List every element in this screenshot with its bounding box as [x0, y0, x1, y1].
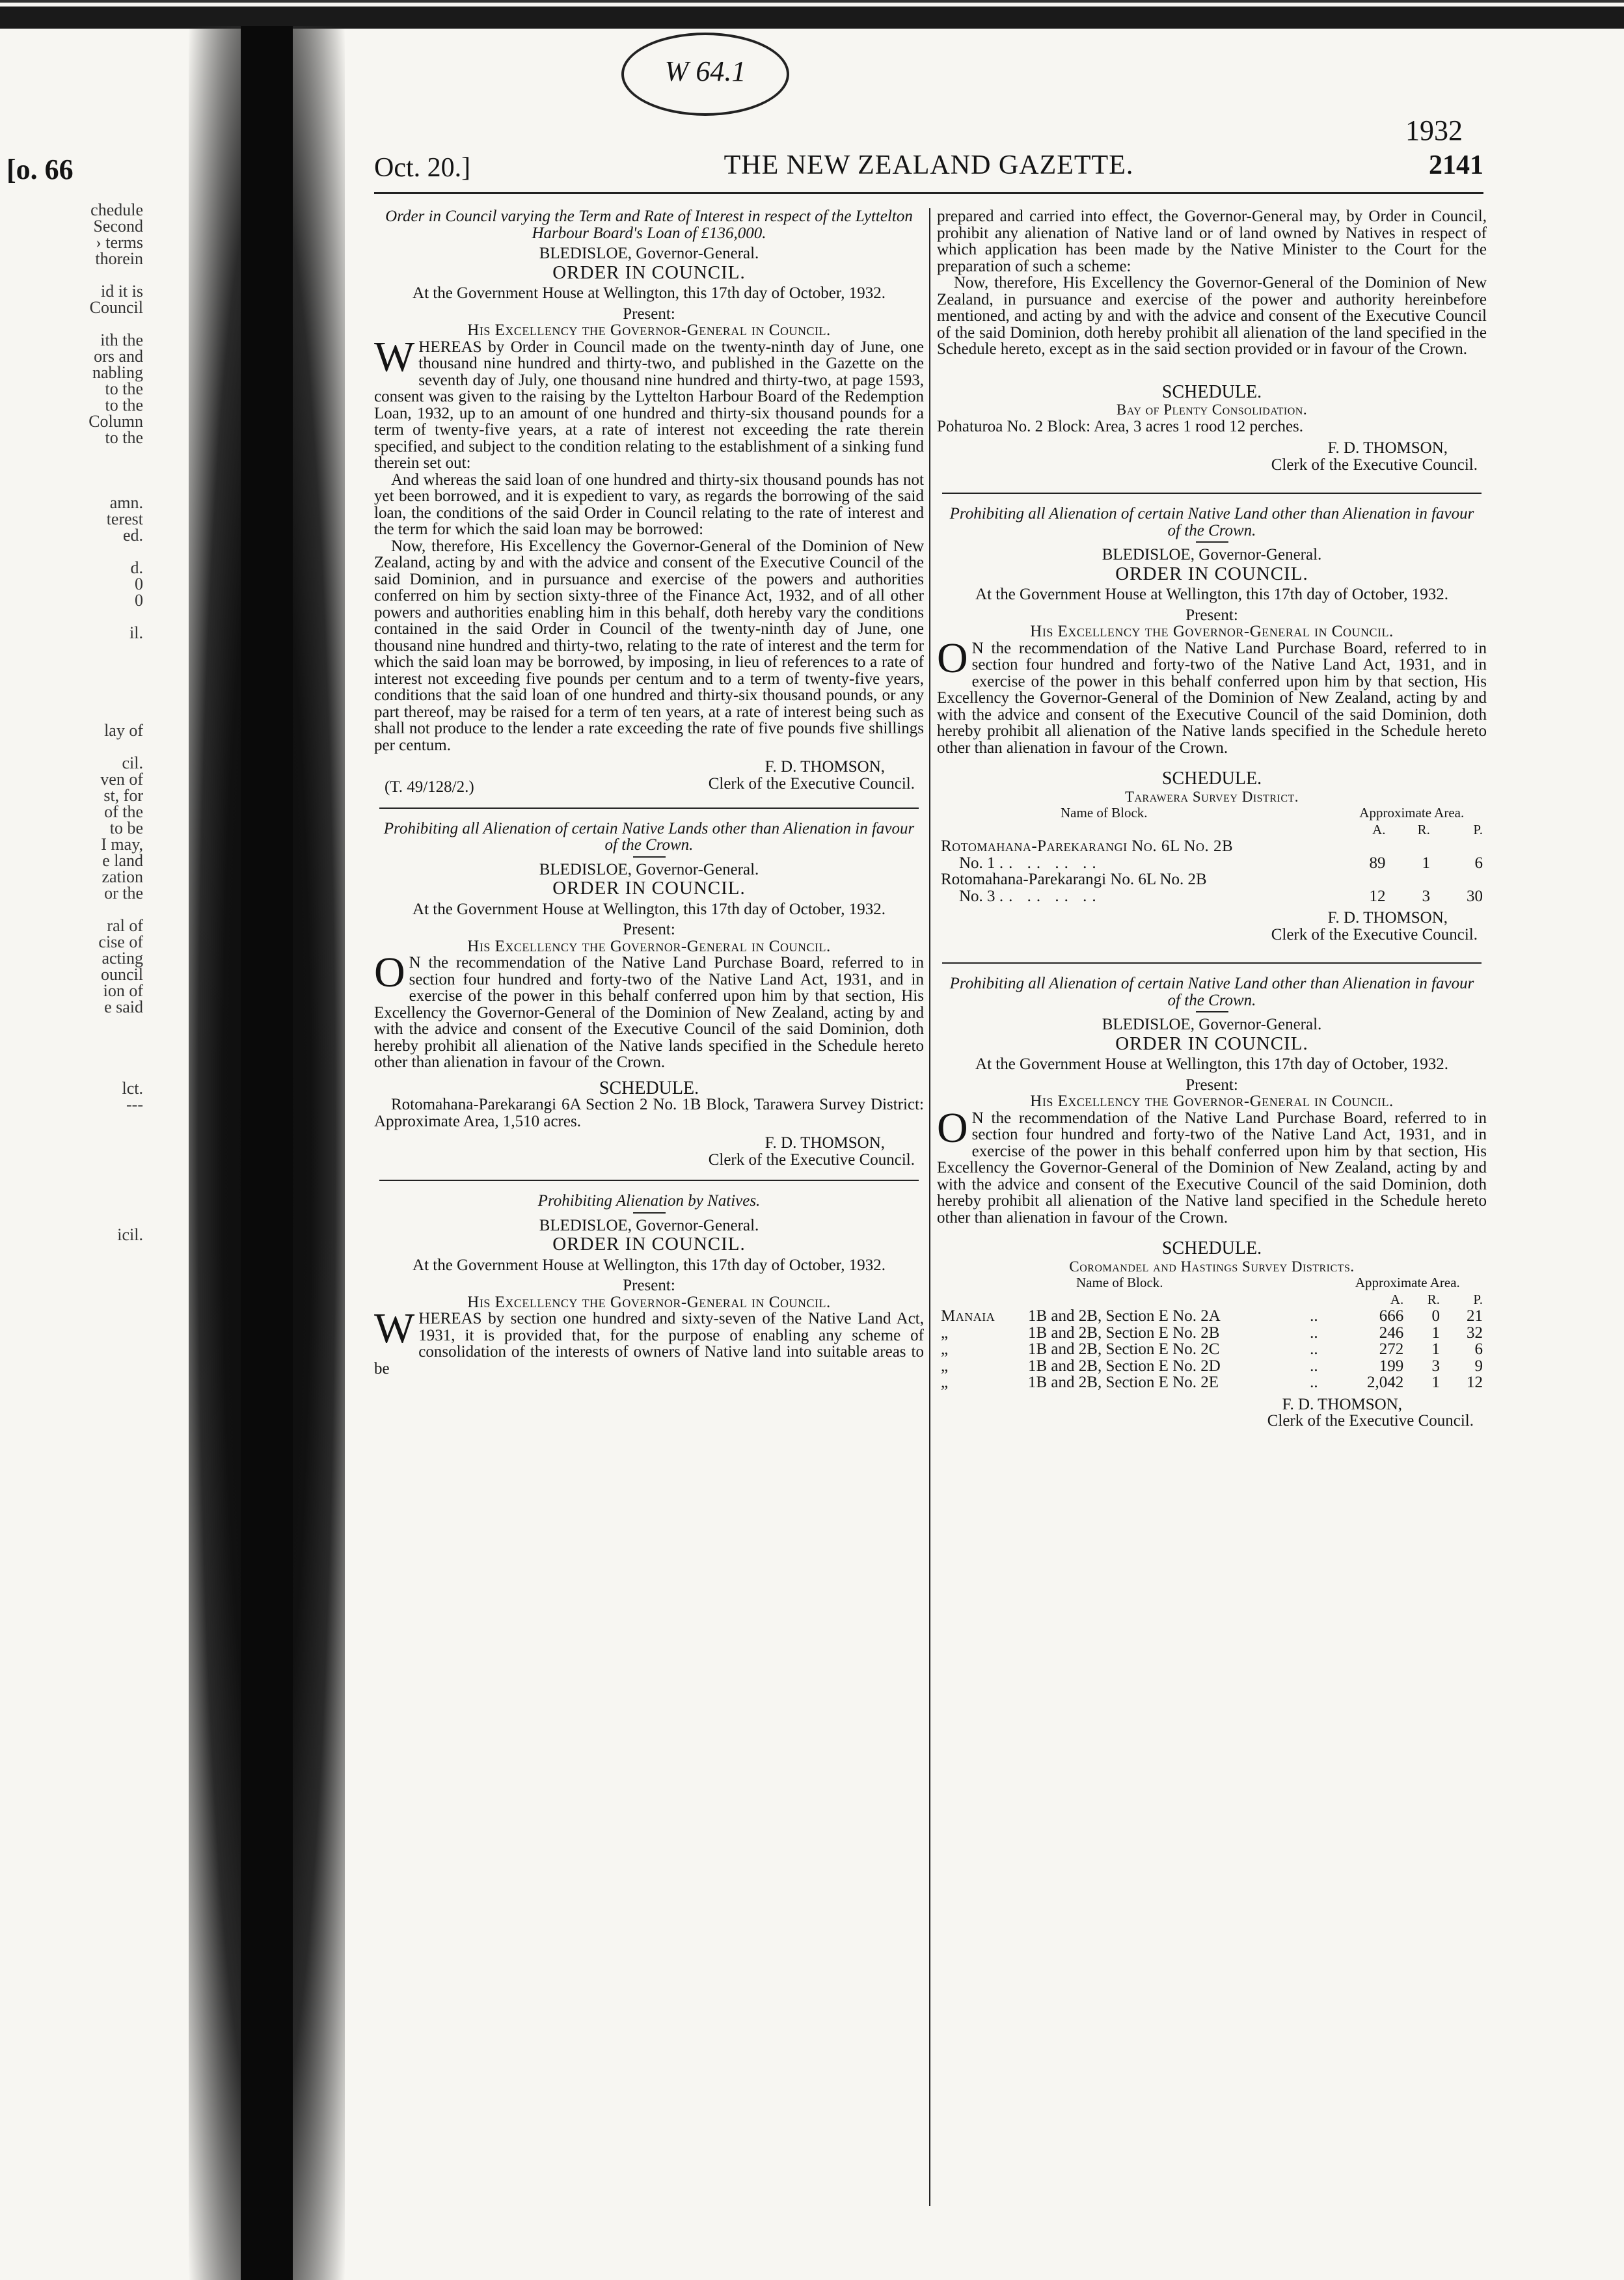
present-body: His Excellency the Governor-General in Council. — [467, 1293, 831, 1311]
margin-fragment: to the — [105, 379, 143, 398]
handwritten-year: 1932 — [1405, 115, 1463, 146]
body-paragraph: WHEREAS by section one hundred and sixty-seven of the Native Land Act, 1931, it is provided that, for the purpose of enabling any scheme of consolidation of the interests of owners of Native land into suitable areas to be — [374, 1305, 924, 1378]
place-date: At the Government House at Wellington, this 17th day of October, 1932. — [975, 586, 1448, 603]
margin-fragment — [0, 739, 143, 755]
margin-fragment: ouncil — [101, 965, 143, 984]
table-row — [937, 1374, 1487, 1391]
binding-gutter-shadow — [189, 26, 345, 2280]
page-number: 2141 — [1429, 150, 1483, 180]
place-date: At the Government House at Wellington, this 17th day of October, 1932. — [975, 1055, 1448, 1073]
signatory: F. D. THOMSON, — [1282, 1395, 1402, 1413]
table-header-row — [937, 805, 1487, 822]
body-paragraph: Now, therefore, His Excellency the Governor-General of the Dominion of New Zealand, in pursuance and exercise of the power and authority hereinbefore mentioned, and acting by and with the advice and consent of the Executive Council of the said Dominion, doth hereby prohibit all alienation of the land specified in the Schedule hereto, except as in the said section provided or in favour of the Crown. — [937, 274, 1487, 358]
place-date: At the Government House at Wellington, this 17th day of October, 1932. — [413, 284, 886, 302]
signatory: F. D. THOMSON, — [1327, 439, 1448, 457]
gazette-title: THE NEW ZEALAND GAZETTE. — [724, 150, 1134, 180]
area-perches: 6 — [1474, 854, 1483, 872]
margin-fragment: il. — [129, 623, 143, 642]
margin-fragment — [0, 1178, 143, 1194]
margin-fragment: ith the — [100, 331, 143, 349]
margin-fragment: cil. — [122, 753, 143, 772]
margin-fragment: ed. — [122, 526, 143, 545]
governor-line: BLEDISLOE, Governor-General. — [539, 245, 759, 262]
body-paragraph: WHEREAS by Order in Council made on the twenty-ninth day of June, one thousand nine hundred and thirty-two, and published in the Gazette on the seventh day of July, one thousand nine hundred and thirty-two, at page 1593, consent was given to the raising by the Lyttelton Harbour Board of the Redemption Loan, 1932, up to an amount of one hundred and thirty-six thousand pounds for a term of twenty-five years, at a rate of interest not exceeding the rate therein specified, and subject to the condition relating to the establishment of a sinking fund therein set out: — [374, 332, 924, 472]
margin-fragment: 0 — [135, 591, 143, 610]
notice-coromandel-hastings — [937, 975, 1487, 1430]
issue-date: Oct. 20.] — [374, 153, 471, 183]
order-heading: ORDER IN COUNCIL. — [552, 262, 746, 283]
notice-separator — [942, 962, 1482, 964]
governor-line: BLEDISLOE, Governor-General. — [539, 1216, 759, 1234]
present-label: Present: — [1185, 1076, 1238, 1094]
drop-cap: W — [374, 332, 415, 381]
file-reference: (T. 49/128/2.) — [385, 778, 474, 796]
notice-tarawera — [937, 506, 1487, 943]
block-name: 1B and 2B, Section E No. 2E — [1028, 1374, 1219, 1391]
margin-fragment: ors and — [94, 347, 143, 366]
area-perches: 9 — [1474, 1357, 1483, 1375]
order-heading: ORDER IN COUNCIL. — [1115, 1033, 1308, 1054]
present-label: Present: — [623, 1277, 675, 1294]
column-header: R. — [1417, 821, 1430, 837]
running-header — [374, 150, 1483, 189]
area-acres: 12 — [1369, 887, 1386, 905]
block-name-cont: No. 1 .. .. .. .. — [959, 854, 1102, 872]
block-prefix: Manaia — [941, 1307, 995, 1325]
margin-fragment: to the — [105, 396, 143, 414]
order-heading: ORDER IN COUNCIL. — [552, 1234, 746, 1255]
present-body: His Excellency the Governor-General in Council. — [467, 321, 831, 339]
area-perches: 12 — [1467, 1374, 1483, 1391]
drop-cap: W — [374, 1305, 415, 1352]
present-body: His Excellency the Governor-General in Council. — [1030, 623, 1394, 640]
block-prefix: „ — [941, 1323, 949, 1342]
margin-fragment: › terms — [96, 233, 143, 252]
area-roods: 1 — [1431, 1323, 1440, 1342]
margin-fragment: ion of — [103, 981, 143, 1000]
area-perches: 6 — [1474, 1340, 1483, 1358]
table-row — [937, 1358, 1487, 1375]
margin-fragment — [0, 462, 143, 478]
area-acres: 199 — [1379, 1357, 1404, 1375]
margin-fragment: terest — [106, 509, 143, 528]
column-header: Name of Block. — [1076, 1275, 1163, 1290]
column-header: R. — [1427, 1291, 1440, 1307]
table-row — [937, 838, 1487, 855]
column-header: P. — [1473, 821, 1483, 837]
margin-fragment: zation — [102, 867, 143, 886]
margin-fragment: lay of — [104, 721, 143, 740]
order-heading: ORDER IN COUNCIL. — [552, 878, 746, 899]
previous-page-margin — [0, 202, 143, 1243]
margin-fragment: to the — [105, 428, 143, 447]
leader-dots: .. — [1310, 1307, 1318, 1325]
governor-line: BLEDISLOE, Governor-General. — [1102, 1016, 1322, 1033]
schedule-heading: SCHEDULE. — [1161, 768, 1262, 789]
area-perches: 32 — [1467, 1323, 1483, 1342]
margin-fragment — [0, 901, 143, 917]
present-label: Present: — [623, 305, 675, 323]
governor-line: BLEDISLOE, Governor-General. — [539, 860, 759, 878]
margin-fragment: --- — [126, 1095, 143, 1114]
signatory-title: Clerk of the Executive Council. — [1271, 455, 1478, 474]
signatory-title: Clerk of the Executive Council. — [708, 1150, 915, 1169]
notice-separator — [379, 1180, 919, 1181]
block-name: Rotomahana-Parekarangi No. 6L No. 2B — [941, 871, 1207, 888]
body-paragraph: prepared and carried into effect, the Governor-General may, by Order in Council, prohibit any alienation of Native land or of land owned by Natives in respect of which application has been made by the Native Minister to the Court for the preparation of such a scheme: — [937, 208, 1487, 275]
leader-dots: .. — [1310, 1357, 1318, 1375]
drop-cap: O — [937, 1104, 968, 1152]
margin-fragment — [0, 1161, 143, 1178]
present-label: Present: — [1185, 606, 1238, 624]
margin-fragment: thorein — [95, 249, 143, 268]
place-date: At the Government House at Wellington, this 17th day of October, 1932. — [413, 1256, 886, 1274]
left-column — [374, 208, 924, 1377]
notice-rotomahana-6a — [374, 821, 924, 1169]
margin-fragment: nabling — [92, 363, 143, 382]
schedule-subheading: Coromandel and Hastings Survey Districts. — [1069, 1258, 1355, 1275]
short-rule — [1196, 541, 1228, 543]
margin-fragment: e said — [104, 998, 143, 1016]
schedule-heading: SCHEDULE. — [599, 1078, 699, 1098]
area-roods: 1 — [1431, 1374, 1440, 1391]
notice-title: Prohibiting all Alienation of certain Native Land other than Alienation in favour of the Crown. — [949, 505, 1474, 539]
schedule-table — [937, 1275, 1487, 1391]
margin-fragment: Second — [93, 217, 143, 236]
table-header-row — [937, 822, 1487, 839]
notice-title: Prohibiting all Alienation of certain Native Land other than Alienation in favour of the Crown. — [949, 975, 1474, 1009]
margin-fragment: Council — [89, 298, 143, 317]
margin-fragment — [0, 1194, 143, 1210]
margin-fragment — [0, 657, 143, 673]
area-perches: 30 — [1467, 887, 1483, 905]
schedule-text: Rotomahana-Parekarangi 6A Section 2 No. 1B Block, Tarawera Survey District: Approximate Area, 1,510 acres. — [374, 1096, 924, 1130]
margin-fragment: st, for — [103, 786, 143, 805]
margin-fragment: ven of — [100, 770, 143, 789]
short-rule — [1196, 1011, 1228, 1012]
margin-fragment: ral of — [107, 916, 143, 935]
signatory: F. D. THOMSON, — [765, 1134, 885, 1152]
area-roods: 1 — [1431, 1340, 1440, 1358]
margin-fragment: acting — [102, 949, 143, 968]
margin-fragment: I may, — [101, 835, 143, 854]
column-divider — [929, 208, 930, 2206]
margin-fragment — [0, 706, 143, 722]
body-paragraph: And whereas the said loan of one hundred and thirty-six thousand pounds has not yet been borrowed, and it is expedient to vary, as regards the borrowing of the said loan, the conditions of the said Order in Council relating to the rate of interest and the term for which the said loan may be borrowed: — [374, 470, 924, 538]
body-paragraph: O N the recommendation of the Native Land Purchase Board, referred to in section four hundred and forty-two of the Native Land Act, 1931, and in exercise of the power in this behalf conferred upon him by that section, His Excellency the Governor-General of the Dominion of New Zealand, acting by and with the advice and consent of the Executive Council of the said Dominion, doth hereby prohibit all alienation of the Native lands specified in the Schedule hereto other than alienation in favour of the Crown. — [374, 949, 924, 1071]
present-body: His Excellency the Governor-General in Council. — [1030, 1092, 1394, 1110]
margin-fragment — [0, 1015, 143, 1031]
notice-separator — [379, 808, 919, 809]
present-label: Present: — [623, 921, 675, 938]
margin-fragment — [0, 267, 143, 283]
table-row — [937, 1341, 1487, 1358]
present-body: His Excellency the Governor-General in Council. — [467, 937, 831, 955]
margin-fragment — [0, 673, 143, 690]
short-rule — [633, 1212, 666, 1214]
schedule-text: Pohaturoa No. 2 Block: Area, 3 acres 1 rood 12 perches. — [937, 417, 1304, 435]
notice-title: Prohibiting Alienation by Natives. — [537, 1192, 761, 1210]
margin-fragment: 0 — [135, 575, 143, 593]
scan-top-border — [0, 7, 1624, 29]
schedule-subheading: Tarawera Survey District. — [1124, 788, 1299, 805]
notice-alienation-by-natives — [374, 1193, 924, 1377]
column-header: Approximate Area. — [1359, 805, 1465, 821]
margin-fragment — [0, 1129, 143, 1145]
area-roods: 3 — [1422, 887, 1430, 905]
margin-fragment — [0, 641, 143, 657]
body-paragraph: O N the recommendation of the Native Land Purchase Board, referred to in section four hundred and forty-two of the Native Land Act, 1931, and in exercise of the power in this behalf conferred upon him by that section, His Excellency the Governor-General of the Dominion of New Zealand, acting by and with the advice and consent of the Executive Council of the said Dominion, doth hereby prohibit all alienation of the Native lands specified in the Schedule hereto other than alienation in favour of the Crown. — [937, 634, 1487, 757]
order-heading: ORDER IN COUNCIL. — [1115, 563, 1308, 584]
signatory: F. D. THOMSON, — [1327, 909, 1448, 927]
margin-fragment: d. — [130, 558, 143, 577]
block-name: 1B and 2B, Section E No. 2C — [1028, 1340, 1220, 1358]
previous-page-number: [o. 66 — [7, 154, 74, 185]
margin-fragment: to be — [109, 819, 143, 837]
column-header: P. — [1473, 1291, 1483, 1307]
area-acres: 246 — [1379, 1323, 1404, 1342]
notice-title: Order in Council varying the Term and Rate of Interest in respect of the Lyttelton Harbour Board's Loan of £136,000. — [385, 208, 913, 242]
column-header: Approximate Area. — [1355, 1275, 1460, 1290]
column-header: A. — [1390, 1291, 1404, 1307]
margin-fragment — [0, 1145, 143, 1161]
schedule-subheading: Bay of Plenty Consolidation. — [1116, 401, 1308, 418]
margin-fragment: lct. — [122, 1079, 143, 1098]
handwritten-annotation-stamp: W 64.1 — [621, 33, 789, 116]
block-name: 1B and 2B, Section E No. 2B — [1028, 1323, 1220, 1342]
table-row — [937, 1325, 1487, 1342]
governor-line: BLEDISLOE, Governor-General. — [1102, 546, 1322, 563]
area-roods: 1 — [1422, 854, 1430, 872]
signatory-title: Clerk of the Executive Council. — [1271, 925, 1478, 943]
drop-cap: O — [937, 634, 968, 682]
table-header-row — [937, 1292, 1487, 1309]
schedule-rows — [937, 1308, 1487, 1391]
table-row — [937, 1308, 1487, 1325]
margin-fragment — [0, 543, 143, 560]
block-name: Rotomahana-Parekarangi No. 6L No. 2B — [941, 837, 1234, 855]
area-acres: 89 — [1369, 854, 1386, 872]
margin-fragment: id it is — [100, 282, 143, 301]
margin-fragment: Column — [88, 412, 143, 431]
column-header: Name of Block. — [1061, 805, 1148, 821]
scan-top-edge — [0, 0, 1624, 3]
area-acres: 666 — [1379, 1307, 1404, 1325]
table-header-row — [937, 1275, 1487, 1292]
block-name: 1B and 2B, Section E No. 2D — [1028, 1357, 1221, 1375]
block-prefix: „ — [941, 1357, 949, 1375]
margin-fragment: or the — [104, 884, 143, 903]
notice-separator — [942, 493, 1482, 494]
area-perches: 21 — [1467, 1307, 1483, 1325]
margin-fragment: icil. — [117, 1225, 143, 1244]
signatory-title: Clerk of the Executive Council. — [1267, 1412, 1474, 1430]
leader-dots: .. — [1310, 1340, 1318, 1358]
body-paragraph: O N the recommendation of the Native Land Purchase Board, referred to in section four hundred and forty-two of the Native Land Act, 1931, and in exercise of the power in this behalf conferred upon him by that section, His Excellency the Governor-General of the Dominion of New Zealand, acting by and with the advice and consent of the Executive Council of the said Dominion, doth hereby prohibit all alienation of the Native land specified in the Schedule hereto other than alienation in favour of the Crown. — [937, 1104, 1487, 1227]
notice-lyttelton-loan — [374, 208, 924, 796]
block-prefix: „ — [941, 1340, 949, 1358]
margin-fragment — [0, 1048, 143, 1064]
area-acres: 2,042 — [1367, 1374, 1404, 1391]
body-paragraph: Now, therefore, His Excellency the Governor-General of the Dominion of New Zealand, acting by and with the advice and consent of the Executive Council of the said Dominion, and in pursuance and exercise of the powers and authorities conferred on him by section sixty-three of the Finance Act, 1932, and of all other powers and authorities enabling him in this behalf, doth hereby vary the conditions contained in the said Order in Council of the twenty-ninth day of June, one thousand nine hundred and thirty-two, relating to the rate of interest and the term for which the said loan may be borrowed, by imposing, in lieu of references to a rate of interest not exceeding five pounds per centum and to a term of twenty-five years, conditions that the said loan of one hundred and thirty-six thousand pounds, or any part thereof, may be raised for a term of ten years, at a rate of interest being such as shall not produce to the lender a rate exceeding the rate of five pounds five shillings per centum. — [374, 537, 924, 754]
notice-alienation-by-natives-continued — [937, 208, 1487, 473]
margin-fragment: e land — [102, 851, 143, 870]
margin-fragment: amn. — [109, 493, 143, 512]
block-prefix: „ — [941, 1374, 949, 1391]
area-roods: 0 — [1431, 1307, 1440, 1325]
schedule-table — [937, 805, 1487, 904]
schedule-heading: SCHEDULE. — [1161, 381, 1262, 402]
drop-cap: O — [374, 949, 405, 996]
place-date: At the Government House at Wellington, this 17th day of October, 1932. — [413, 900, 886, 918]
table-row — [937, 888, 1487, 905]
margin-fragment — [0, 1210, 143, 1227]
margin-fragment: of the — [104, 802, 143, 821]
table-row — [937, 855, 1487, 872]
column-header: A. — [1372, 821, 1386, 837]
table-row — [937, 871, 1487, 888]
notice-title: Prohibiting all Alienation of certain Native Lands other than Alienation in favour of the Crown. — [383, 819, 915, 854]
schedule-heading: SCHEDULE. — [1161, 1238, 1262, 1258]
margin-fragment: cise of — [98, 932, 143, 951]
right-column — [937, 208, 1487, 1430]
margin-fragment — [0, 1113, 143, 1129]
margin-fragment — [0, 316, 143, 332]
leader-dots: .. — [1310, 1323, 1318, 1342]
margin-fragment — [0, 608, 143, 625]
header-rule — [374, 192, 1483, 194]
block-name-cont: No. 3 .. .. .. .. — [959, 887, 1102, 905]
leader-dots: .. — [1310, 1374, 1318, 1391]
margin-fragment: chedule — [90, 200, 143, 219]
short-rule — [633, 856, 666, 858]
margin-fragment — [0, 478, 143, 495]
area-acres: 272 — [1379, 1340, 1404, 1358]
margin-fragment — [0, 690, 143, 706]
signatory: F. D. THOMSON, — [765, 758, 885, 776]
margin-fragment — [0, 1031, 143, 1048]
signatory-title: Clerk of the Executive Council. — [708, 774, 915, 793]
area-roods: 3 — [1431, 1357, 1440, 1375]
margin-fragment — [0, 1064, 143, 1080]
block-name: 1B and 2B, Section E No. 2A — [1028, 1307, 1221, 1325]
margin-fragment — [0, 446, 143, 462]
